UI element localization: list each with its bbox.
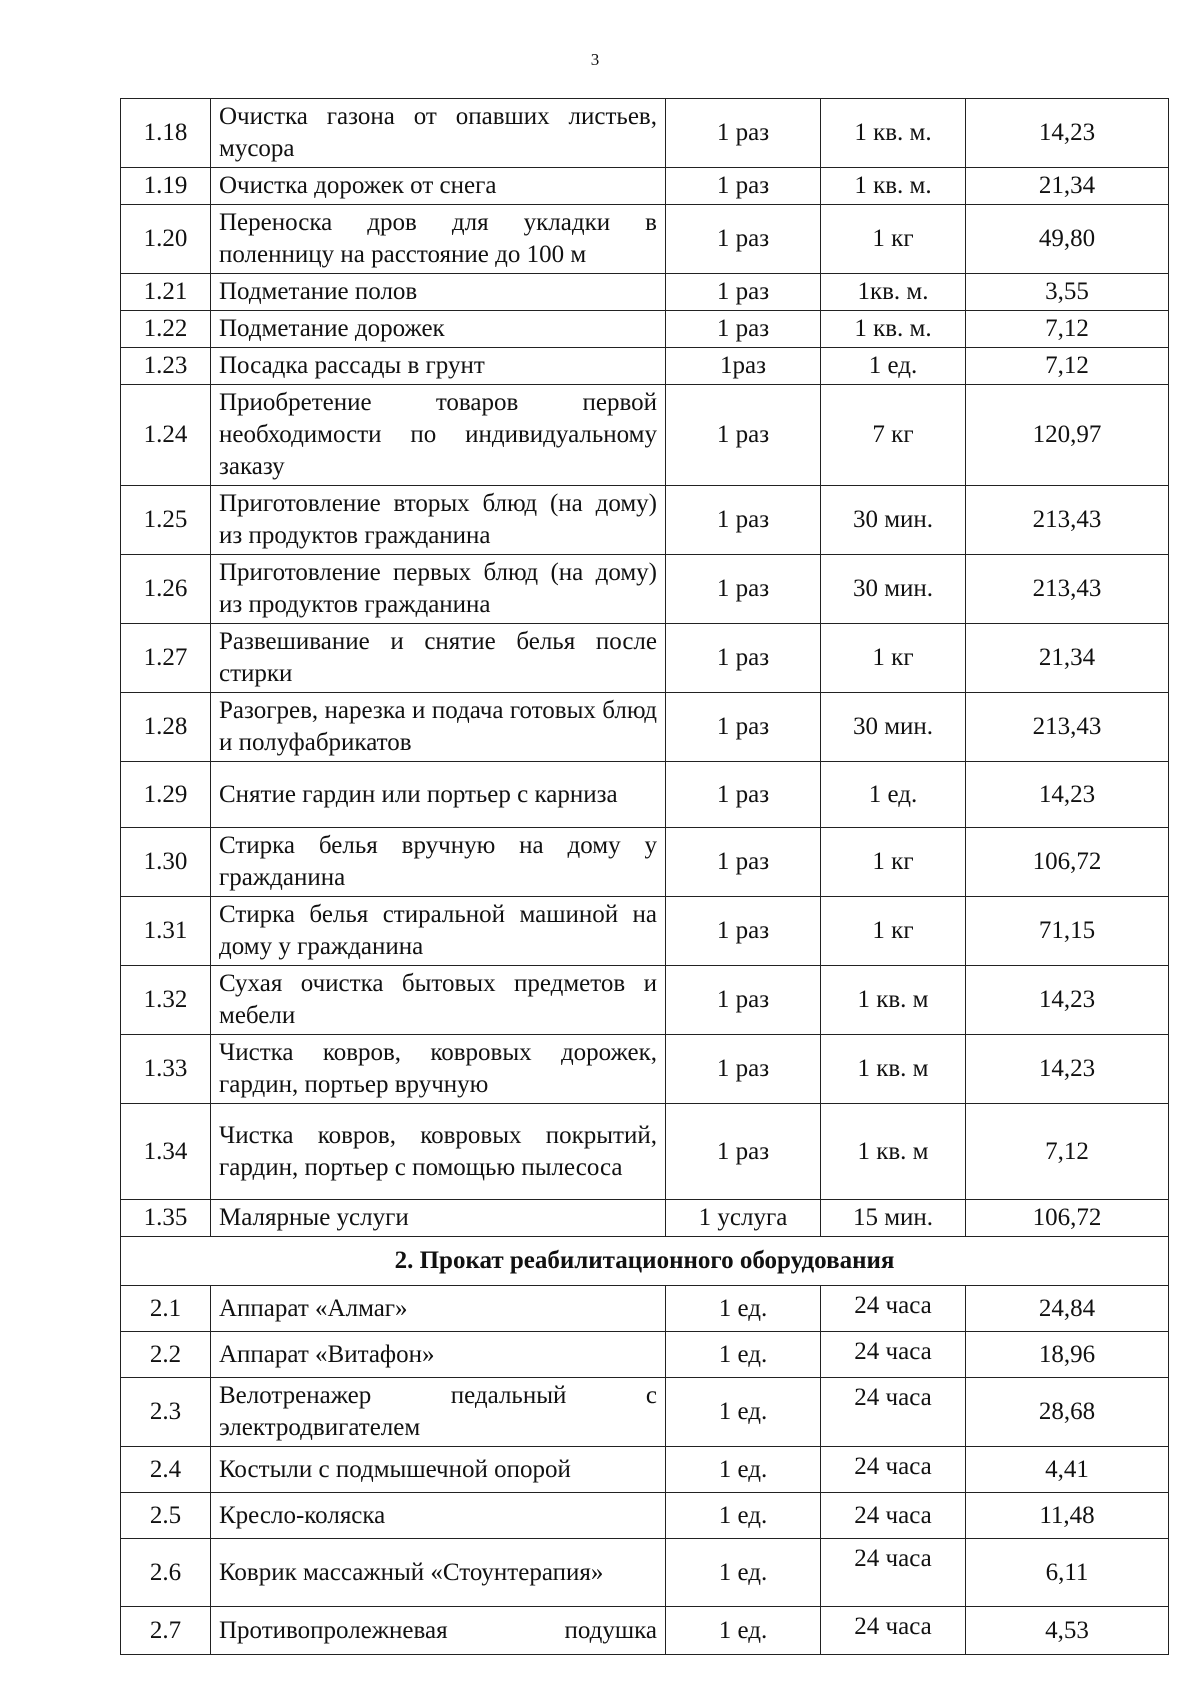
table-row — [121, 1200, 1169, 1237]
row-number: 2.1 — [121, 1286, 211, 1332]
table-row — [121, 1539, 1169, 1607]
service-frequency: 1 раз — [666, 624, 821, 693]
service-name: Очистка газона от опавших листьев, мусора — [211, 99, 666, 168]
table-row — [121, 624, 1169, 693]
service-unit: 1 ед. — [821, 762, 966, 828]
table-row — [121, 311, 1169, 348]
service-frequency: 1 раз — [666, 762, 821, 828]
service-price: 7,12 — [966, 311, 1169, 348]
row-number: 1.35 — [121, 1200, 211, 1237]
service-name: Снятие гардин или портьер с карниза — [211, 762, 666, 828]
service-name: Разогрев, нарезка и подача готовых блюд и полуфабрикатов — [211, 693, 666, 762]
service-unit: 7 кг — [821, 385, 966, 486]
equipment-name: Коврик массажный «Стоунтерапия» — [211, 1539, 666, 1607]
rental-price: 28,68 — [966, 1378, 1169, 1447]
row-number: 1.18 — [121, 99, 211, 168]
service-unit: 1 кв. м. — [821, 311, 966, 348]
rental-quantity: 1 ед. — [666, 1607, 821, 1655]
service-price: 14,23 — [966, 762, 1169, 828]
service-price: 21,34 — [966, 624, 1169, 693]
row-number: 1.20 — [121, 205, 211, 274]
table-row — [121, 274, 1169, 311]
service-name: Чистка ковров, ковровых дорожек, гардин, портьер вручную — [211, 1035, 666, 1104]
rental-price: 4,53 — [966, 1607, 1169, 1655]
table-row — [121, 1332, 1169, 1378]
service-unit: 1 кг — [821, 205, 966, 274]
table-row — [121, 966, 1169, 1035]
row-number: 2.3 — [121, 1378, 211, 1447]
row-number: 1.26 — [121, 555, 211, 624]
service-name: Развешивание и снятие белья после стирки — [211, 624, 666, 693]
table-row — [121, 1607, 1169, 1655]
price-table — [120, 98, 1169, 1655]
service-unit: 30 мин. — [821, 555, 966, 624]
service-name: Приготовление вторых блюд (на дому) из продуктов гражданина — [211, 486, 666, 555]
service-price: 49,80 — [966, 205, 1169, 274]
table-row — [121, 348, 1169, 385]
service-price: 71,15 — [966, 897, 1169, 966]
table-row — [121, 1493, 1169, 1539]
rental-period: 24 часа — [821, 1378, 966, 1447]
service-price: 7,12 — [966, 1104, 1169, 1200]
row-number: 1.21 — [121, 274, 211, 311]
service-name: Очистка дорожек от снега — [211, 168, 666, 205]
table-row — [121, 762, 1169, 828]
service-price: 3,55 — [966, 274, 1169, 311]
service-unit: 1 кв. м — [821, 1104, 966, 1200]
service-unit: 1кв. м. — [821, 274, 966, 311]
service-unit: 1 кв. м. — [821, 99, 966, 168]
row-number: 1.27 — [121, 624, 211, 693]
service-unit: 1 ед. — [821, 348, 966, 385]
equipment-name: Велотренажер педальный с электродвигателем — [211, 1378, 666, 1447]
service-name: Малярные услуги — [211, 1200, 666, 1237]
rental-period: 24 часа — [821, 1447, 966, 1493]
service-frequency: 1 раз — [666, 311, 821, 348]
service-price: 106,72 — [966, 828, 1169, 897]
service-frequency: 1раз — [666, 348, 821, 385]
rental-period: 24 часа — [821, 1607, 966, 1655]
service-price: 7,12 — [966, 348, 1169, 385]
service-price: 14,23 — [966, 99, 1169, 168]
row-number: 1.30 — [121, 828, 211, 897]
service-frequency: 1 раз — [666, 1104, 821, 1200]
service-name: Сухая очистка бытовых предметов и мебели — [211, 966, 666, 1035]
service-name: Приобретение товаров первой необходимости по индивидуальному заказу — [211, 385, 666, 486]
rental-period: 24 часа — [821, 1286, 966, 1332]
row-number: 2.4 — [121, 1447, 211, 1493]
row-number: 2.2 — [121, 1332, 211, 1378]
table-row — [121, 1035, 1169, 1104]
service-unit: 1 кг — [821, 828, 966, 897]
table-row — [121, 99, 1169, 168]
service-frequency: 1 раз — [666, 99, 821, 168]
service-frequency: 1 раз — [666, 168, 821, 205]
rental-price: 18,96 — [966, 1332, 1169, 1378]
service-name: Подметание полов — [211, 274, 666, 311]
service-unit: 1 кв. м — [821, 966, 966, 1035]
service-price: 14,23 — [966, 966, 1169, 1035]
row-number: 1.19 — [121, 168, 211, 205]
service-unit: 15 мин. — [821, 1200, 966, 1237]
row-number: 1.31 — [121, 897, 211, 966]
service-price: 120,97 — [966, 385, 1169, 486]
service-frequency: 1 раз — [666, 966, 821, 1035]
table-row — [121, 486, 1169, 555]
row-number: 2.5 — [121, 1493, 211, 1539]
service-frequency: 1 раз — [666, 828, 821, 897]
rental-quantity: 1 ед. — [666, 1332, 821, 1378]
service-unit: 30 мин. — [821, 486, 966, 555]
rental-period: 24 часа — [821, 1539, 966, 1607]
section-title: 2. Прокат реабилитационного оборудования — [121, 1237, 1169, 1286]
service-unit: 1 кв. м — [821, 1035, 966, 1104]
service-name: Переноска дров для укладки в поленницу на расстояние до 100 м — [211, 205, 666, 274]
equipment-name: Костыли с подмышечной опорой — [211, 1447, 666, 1493]
service-name: Чистка ковров, ковровых покрытий, гардин, портьер с помощью пылесоса — [211, 1104, 666, 1200]
rental-quantity: 1 ед. — [666, 1286, 821, 1332]
service-frequency: 1 раз — [666, 555, 821, 624]
table-row — [121, 1447, 1169, 1493]
service-frequency: 1 раз — [666, 693, 821, 762]
table-row — [121, 897, 1169, 966]
service-unit: 1 кв. м. — [821, 168, 966, 205]
service-name: Стирка белья вручную на дому у гражданина — [211, 828, 666, 897]
row-number: 2.7 — [121, 1607, 211, 1655]
rental-quantity: 1 ед. — [666, 1378, 821, 1447]
table-row — [121, 693, 1169, 762]
row-number: 1.28 — [121, 693, 211, 762]
table-row — [121, 555, 1169, 624]
service-price: 213,43 — [966, 555, 1169, 624]
service-name: Подметание дорожек — [211, 311, 666, 348]
row-number: 1.22 — [121, 311, 211, 348]
table-row — [121, 205, 1169, 274]
row-number: 1.23 — [121, 348, 211, 385]
service-unit: 1 кг — [821, 897, 966, 966]
table-row — [121, 385, 1169, 486]
equipment-name: Аппарат «Алмаг» — [211, 1286, 666, 1332]
service-frequency: 1 раз — [666, 385, 821, 486]
row-number: 1.32 — [121, 966, 211, 1035]
rental-period: 24 часа — [821, 1332, 966, 1378]
equipment-name: Противопролежневая подушка — [211, 1607, 666, 1655]
service-frequency: 1 раз — [666, 486, 821, 555]
rental-quantity: 1 ед. — [666, 1493, 821, 1539]
table-row — [121, 168, 1169, 205]
row-number: 1.29 — [121, 762, 211, 828]
page-number: 3 — [590, 50, 600, 69]
rental-period: 24 часа — [821, 1493, 966, 1539]
service-price: 213,43 — [966, 693, 1169, 762]
row-number: 1.34 — [121, 1104, 211, 1200]
rental-price: 4,41 — [966, 1447, 1169, 1493]
service-frequency: 1 раз — [666, 897, 821, 966]
service-price: 21,34 — [966, 168, 1169, 205]
service-price: 14,23 — [966, 1035, 1169, 1104]
row-number: 1.24 — [121, 385, 211, 486]
service-price: 213,43 — [966, 486, 1169, 555]
table-row — [121, 1286, 1169, 1332]
service-frequency: 1 раз — [666, 205, 821, 274]
rental-quantity: 1 ед. — [666, 1539, 821, 1607]
service-unit: 30 мин. — [821, 693, 966, 762]
row-number: 1.33 — [121, 1035, 211, 1104]
service-price: 106,72 — [966, 1200, 1169, 1237]
rental-price: 11,48 — [966, 1493, 1169, 1539]
service-frequency: 1 раз — [666, 274, 821, 311]
table-row — [121, 1378, 1169, 1447]
row-number: 1.25 — [121, 486, 211, 555]
service-unit: 1 кг — [821, 624, 966, 693]
section-header-row — [121, 1237, 1169, 1286]
service-frequency: 1 услуга — [666, 1200, 821, 1237]
table-row — [121, 828, 1169, 897]
rental-price: 6,11 — [966, 1539, 1169, 1607]
rental-quantity: 1 ед. — [666, 1447, 821, 1493]
service-frequency: 1 раз — [666, 1035, 821, 1104]
equipment-name: Кресло-коляска — [211, 1493, 666, 1539]
service-name: Посадка рассады в грунт — [211, 348, 666, 385]
equipment-name: Аппарат «Витафон» — [211, 1332, 666, 1378]
row-number: 2.6 — [121, 1539, 211, 1607]
service-name: Стирка белья стиральной машиной на дому у гражданина — [211, 897, 666, 966]
rental-price: 24,84 — [966, 1286, 1169, 1332]
service-name: Приготовление первых блюд (на дому) из продуктов гражданина — [211, 555, 666, 624]
table-row — [121, 1104, 1169, 1200]
